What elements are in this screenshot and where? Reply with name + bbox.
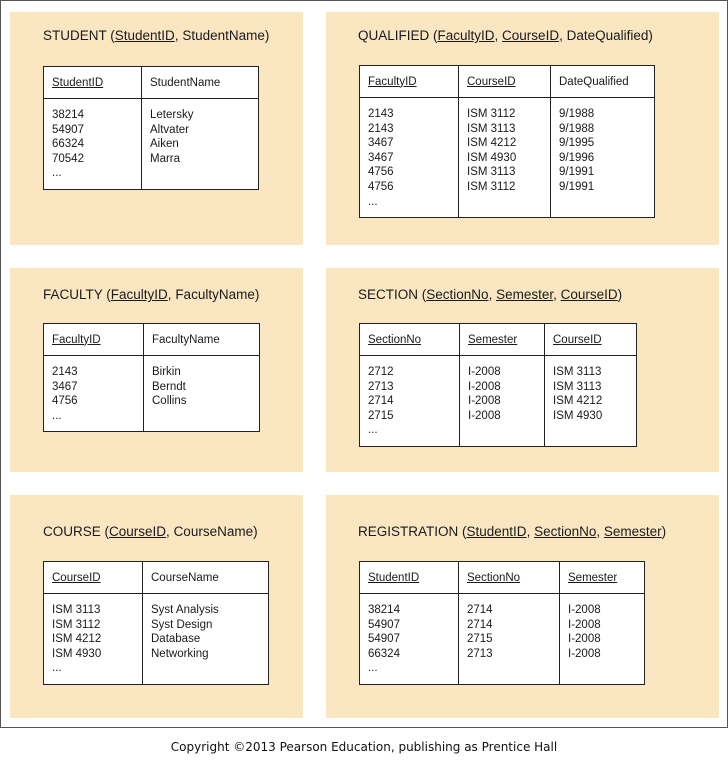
column-values-studentid	[360, 594, 459, 685]
column-values-semester	[460, 356, 545, 447]
cell-value: 3467	[52, 380, 78, 393]
cell-value: ISM 4212	[52, 633, 102, 646]
column-values-courseid	[545, 356, 637, 447]
cell-value: 4756	[368, 166, 394, 179]
panel-section	[326, 268, 719, 472]
column-header-studentid	[44, 67, 142, 99]
column-header-datequalified	[551, 66, 655, 98]
cell-value: ISM 3113	[553, 366, 602, 378]
table-registration	[359, 561, 645, 685]
cell-value: 66324	[52, 138, 84, 151]
column-header-label: FacultyID	[52, 333, 101, 346]
cell-value: 2143	[52, 366, 78, 378]
column-header-sectionno	[459, 562, 560, 594]
schema-attr-studentname: StudentName	[182, 28, 265, 43]
cell-value: ISM 3112	[467, 180, 516, 193]
cell-value	[151, 661, 260, 676]
cell-value: ISM 3113	[52, 604, 101, 616]
column-values-studentname	[142, 99, 259, 190]
cell-value: 54907	[368, 618, 400, 631]
column-header-facultyid	[360, 66, 459, 98]
cell-value: 2715	[368, 409, 394, 422]
cell-value: I-2008	[468, 366, 501, 378]
table-qualified	[359, 65, 655, 218]
table-header-row	[360, 562, 645, 594]
schema-student: STUDENT (StudentID, StudentName)	[43, 28, 270, 43]
cell-value: 9/1995	[559, 137, 595, 150]
column-header-label: SectionNo	[368, 333, 422, 346]
cell-value: Database	[151, 633, 201, 646]
schema-qualified: QUALIFIED (FacultyID, CourseID, DateQualified)	[358, 28, 653, 43]
relation-name: REGISTRATION	[358, 524, 459, 539]
table-body	[44, 594, 269, 685]
column-header-studentname	[142, 67, 259, 99]
cell-value: ...	[52, 409, 62, 422]
cell-value: I-2008	[568, 604, 601, 616]
table-student	[43, 66, 259, 190]
panel-registration	[326, 495, 719, 718]
cell-value: Marra	[150, 152, 181, 165]
cell-value: I-2008	[468, 395, 501, 408]
column-header-coursename	[143, 562, 269, 594]
column-header-label: FacultyID	[368, 75, 417, 88]
cell-value: I-2008	[468, 409, 501, 422]
panel-qualified	[326, 12, 719, 245]
cell-value	[553, 423, 628, 438]
column-values-facultyid	[360, 98, 459, 218]
cell-value: ...	[368, 195, 378, 208]
schema-attr-facultyname: FacultyName	[175, 287, 255, 302]
cell-value: Syst Analysis	[151, 604, 219, 616]
cell-value: ISM 3113	[553, 380, 602, 393]
cell-value: 38214	[368, 604, 400, 616]
cell-value: ISM 3113	[467, 122, 516, 135]
schema-attr-studentid: StudentID	[466, 524, 527, 539]
column-header-label: StudentID	[368, 571, 420, 584]
cell-value: 54907	[52, 123, 84, 136]
column-values-facultyid	[44, 356, 144, 432]
schema-attr-courseid: CourseID	[560, 287, 618, 302]
table-header-row	[44, 324, 260, 356]
cell-value: Aiken	[150, 138, 179, 151]
schema-attr-semester: Semester	[603, 524, 662, 539]
table-body	[360, 356, 637, 447]
cell-value	[150, 166, 250, 181]
schema-attr-facultyid: FacultyID	[437, 28, 495, 43]
column-header-label: CourseID	[467, 75, 516, 88]
schema-attr-courseid: CourseID	[502, 28, 560, 43]
cell-value	[152, 409, 251, 424]
cell-value	[467, 195, 542, 210]
cell-value: ...	[368, 424, 378, 437]
cell-value: 3467	[368, 137, 394, 150]
cell-value: 9/1996	[559, 151, 595, 164]
cell-value: ISM 4212	[553, 395, 603, 408]
cell-value: ISM 3112	[467, 108, 516, 120]
cell-value	[559, 195, 646, 210]
schema-attr-courseid: CourseID	[109, 524, 167, 539]
copyright-footer: Copyright ©2013 Pearson Education, publishing as Prentice Hall	[170, 740, 558, 754]
column-values-studentid	[44, 99, 142, 190]
cell-value: Berndt	[152, 380, 186, 393]
relation-name: COURSE	[43, 524, 101, 539]
schema-attr-facultyid: FacultyID	[110, 287, 168, 302]
cell-value: Altvater	[150, 123, 189, 136]
cell-value: 3467	[368, 151, 394, 164]
relation-name: QUALIFIED	[358, 28, 430, 43]
table-body	[360, 98, 655, 218]
table-faculty	[43, 323, 260, 432]
column-header-label: StudentID	[52, 76, 104, 89]
cell-value: ...	[52, 167, 62, 180]
cell-value: 2713	[467, 647, 493, 660]
cell-value: 9/1991	[559, 166, 595, 179]
cell-value: 2143	[368, 122, 394, 135]
column-header-label: CourseName	[151, 571, 219, 584]
cell-value	[467, 661, 551, 676]
column-header-label: Semester	[568, 571, 618, 584]
cell-value: ...	[368, 662, 378, 675]
panel-course	[10, 495, 303, 718]
column-header-label: DateQualified	[559, 75, 629, 88]
schema-attr-semester: Semester	[496, 287, 554, 302]
column-header-label: CourseID	[553, 333, 602, 346]
cell-value: ISM 4212	[467, 137, 517, 150]
column-values-courseid	[44, 594, 143, 685]
panel-student	[10, 12, 303, 245]
cell-value	[568, 661, 636, 676]
table-header-row	[44, 67, 259, 99]
column-header-semester	[560, 562, 645, 594]
table-header-row	[44, 562, 269, 594]
column-header-label: StudentName	[150, 76, 221, 89]
cell-value: Syst Design	[151, 618, 213, 631]
column-header-label: FacultyName	[152, 333, 220, 346]
column-header-courseid	[459, 66, 551, 98]
column-header-facultyid	[44, 324, 144, 356]
cell-value: 2712	[368, 366, 394, 378]
cell-value: ISM 3112	[52, 618, 101, 631]
relation-name: FACULTY	[43, 287, 103, 302]
table-section	[359, 323, 637, 447]
cell-value: ISM 4930	[553, 409, 603, 422]
cell-value	[468, 423, 536, 438]
cell-value: 2714	[467, 618, 493, 631]
cell-value: 2714	[467, 604, 493, 616]
column-header-facultyname	[144, 324, 260, 356]
cell-value: ISM 3113	[467, 166, 516, 179]
cell-value: 38214	[52, 109, 84, 121]
cell-value: 2143	[368, 108, 394, 120]
schema-faculty: FACULTY (FacultyID, FacultyName)	[43, 287, 260, 302]
cell-value: 70542	[52, 152, 84, 165]
schema-attr-studentid: StudentID	[114, 28, 175, 43]
cell-value: 66324	[368, 647, 400, 660]
table-body	[44, 356, 260, 432]
column-header-label: Semester	[468, 333, 518, 346]
cell-value: 2713	[368, 380, 394, 393]
table-header-row	[360, 324, 637, 356]
table-header-row	[360, 66, 655, 98]
column-values-sectionno	[459, 594, 560, 685]
column-header-label: SectionNo	[467, 571, 521, 584]
schema-course: COURSE (CourseID, CourseName)	[43, 524, 258, 539]
cell-value: ...	[52, 662, 62, 675]
table-body	[360, 594, 645, 685]
column-values-coursename	[143, 594, 269, 685]
schema-attr-datequalified: DateQualified	[566, 28, 649, 43]
cell-value: Collins	[152, 395, 187, 408]
cell-value: I-2008	[568, 618, 601, 631]
cell-value: 54907	[368, 633, 400, 646]
schema-registration: REGISTRATION (StudentID, SectionNo, Semester)	[358, 524, 667, 539]
cell-value: Networking	[151, 647, 209, 660]
column-header-sectionno	[360, 324, 460, 356]
column-values-semester	[560, 594, 645, 685]
column-header-semester	[460, 324, 545, 356]
column-header-label: CourseID	[52, 571, 101, 584]
cell-value: Birkin	[152, 366, 181, 378]
cell-value: 2714	[368, 395, 394, 408]
schema-section: SECTION (SectionNo, Semester, CourseID)	[358, 287, 623, 302]
cell-value: 2715	[467, 633, 493, 646]
cell-value: 4756	[368, 180, 394, 193]
cell-value: 9/1988	[559, 122, 595, 135]
column-values-courseid	[459, 98, 551, 218]
cell-value: I-2008	[568, 633, 601, 646]
cell-value: ISM 4930	[467, 151, 517, 164]
cell-value: Letersky	[150, 109, 194, 121]
cell-value: 9/1988	[559, 108, 595, 120]
cell-value: I-2008	[468, 380, 501, 393]
column-header-studentid	[360, 562, 459, 594]
schema-attr-sectionno: SectionNo	[534, 524, 597, 539]
relation-name: SECTION	[358, 287, 419, 302]
cell-value: 4756	[52, 395, 78, 408]
cell-value: ISM 4930	[52, 647, 102, 660]
relation-name: STUDENT	[43, 28, 107, 43]
cell-value: 9/1991	[559, 180, 595, 193]
table-course	[43, 561, 269, 685]
column-values-sectionno	[360, 356, 460, 447]
column-values-datequalified	[551, 98, 655, 218]
panel-faculty	[10, 268, 303, 472]
cell-value: I-2008	[568, 647, 601, 660]
table-body	[44, 99, 259, 190]
column-values-facultyname	[144, 356, 260, 432]
schema-attr-sectionno: SectionNo	[426, 287, 489, 302]
column-header-courseid	[44, 562, 143, 594]
schema-attr-coursename: CourseName	[173, 524, 254, 539]
column-header-courseid	[545, 324, 637, 356]
